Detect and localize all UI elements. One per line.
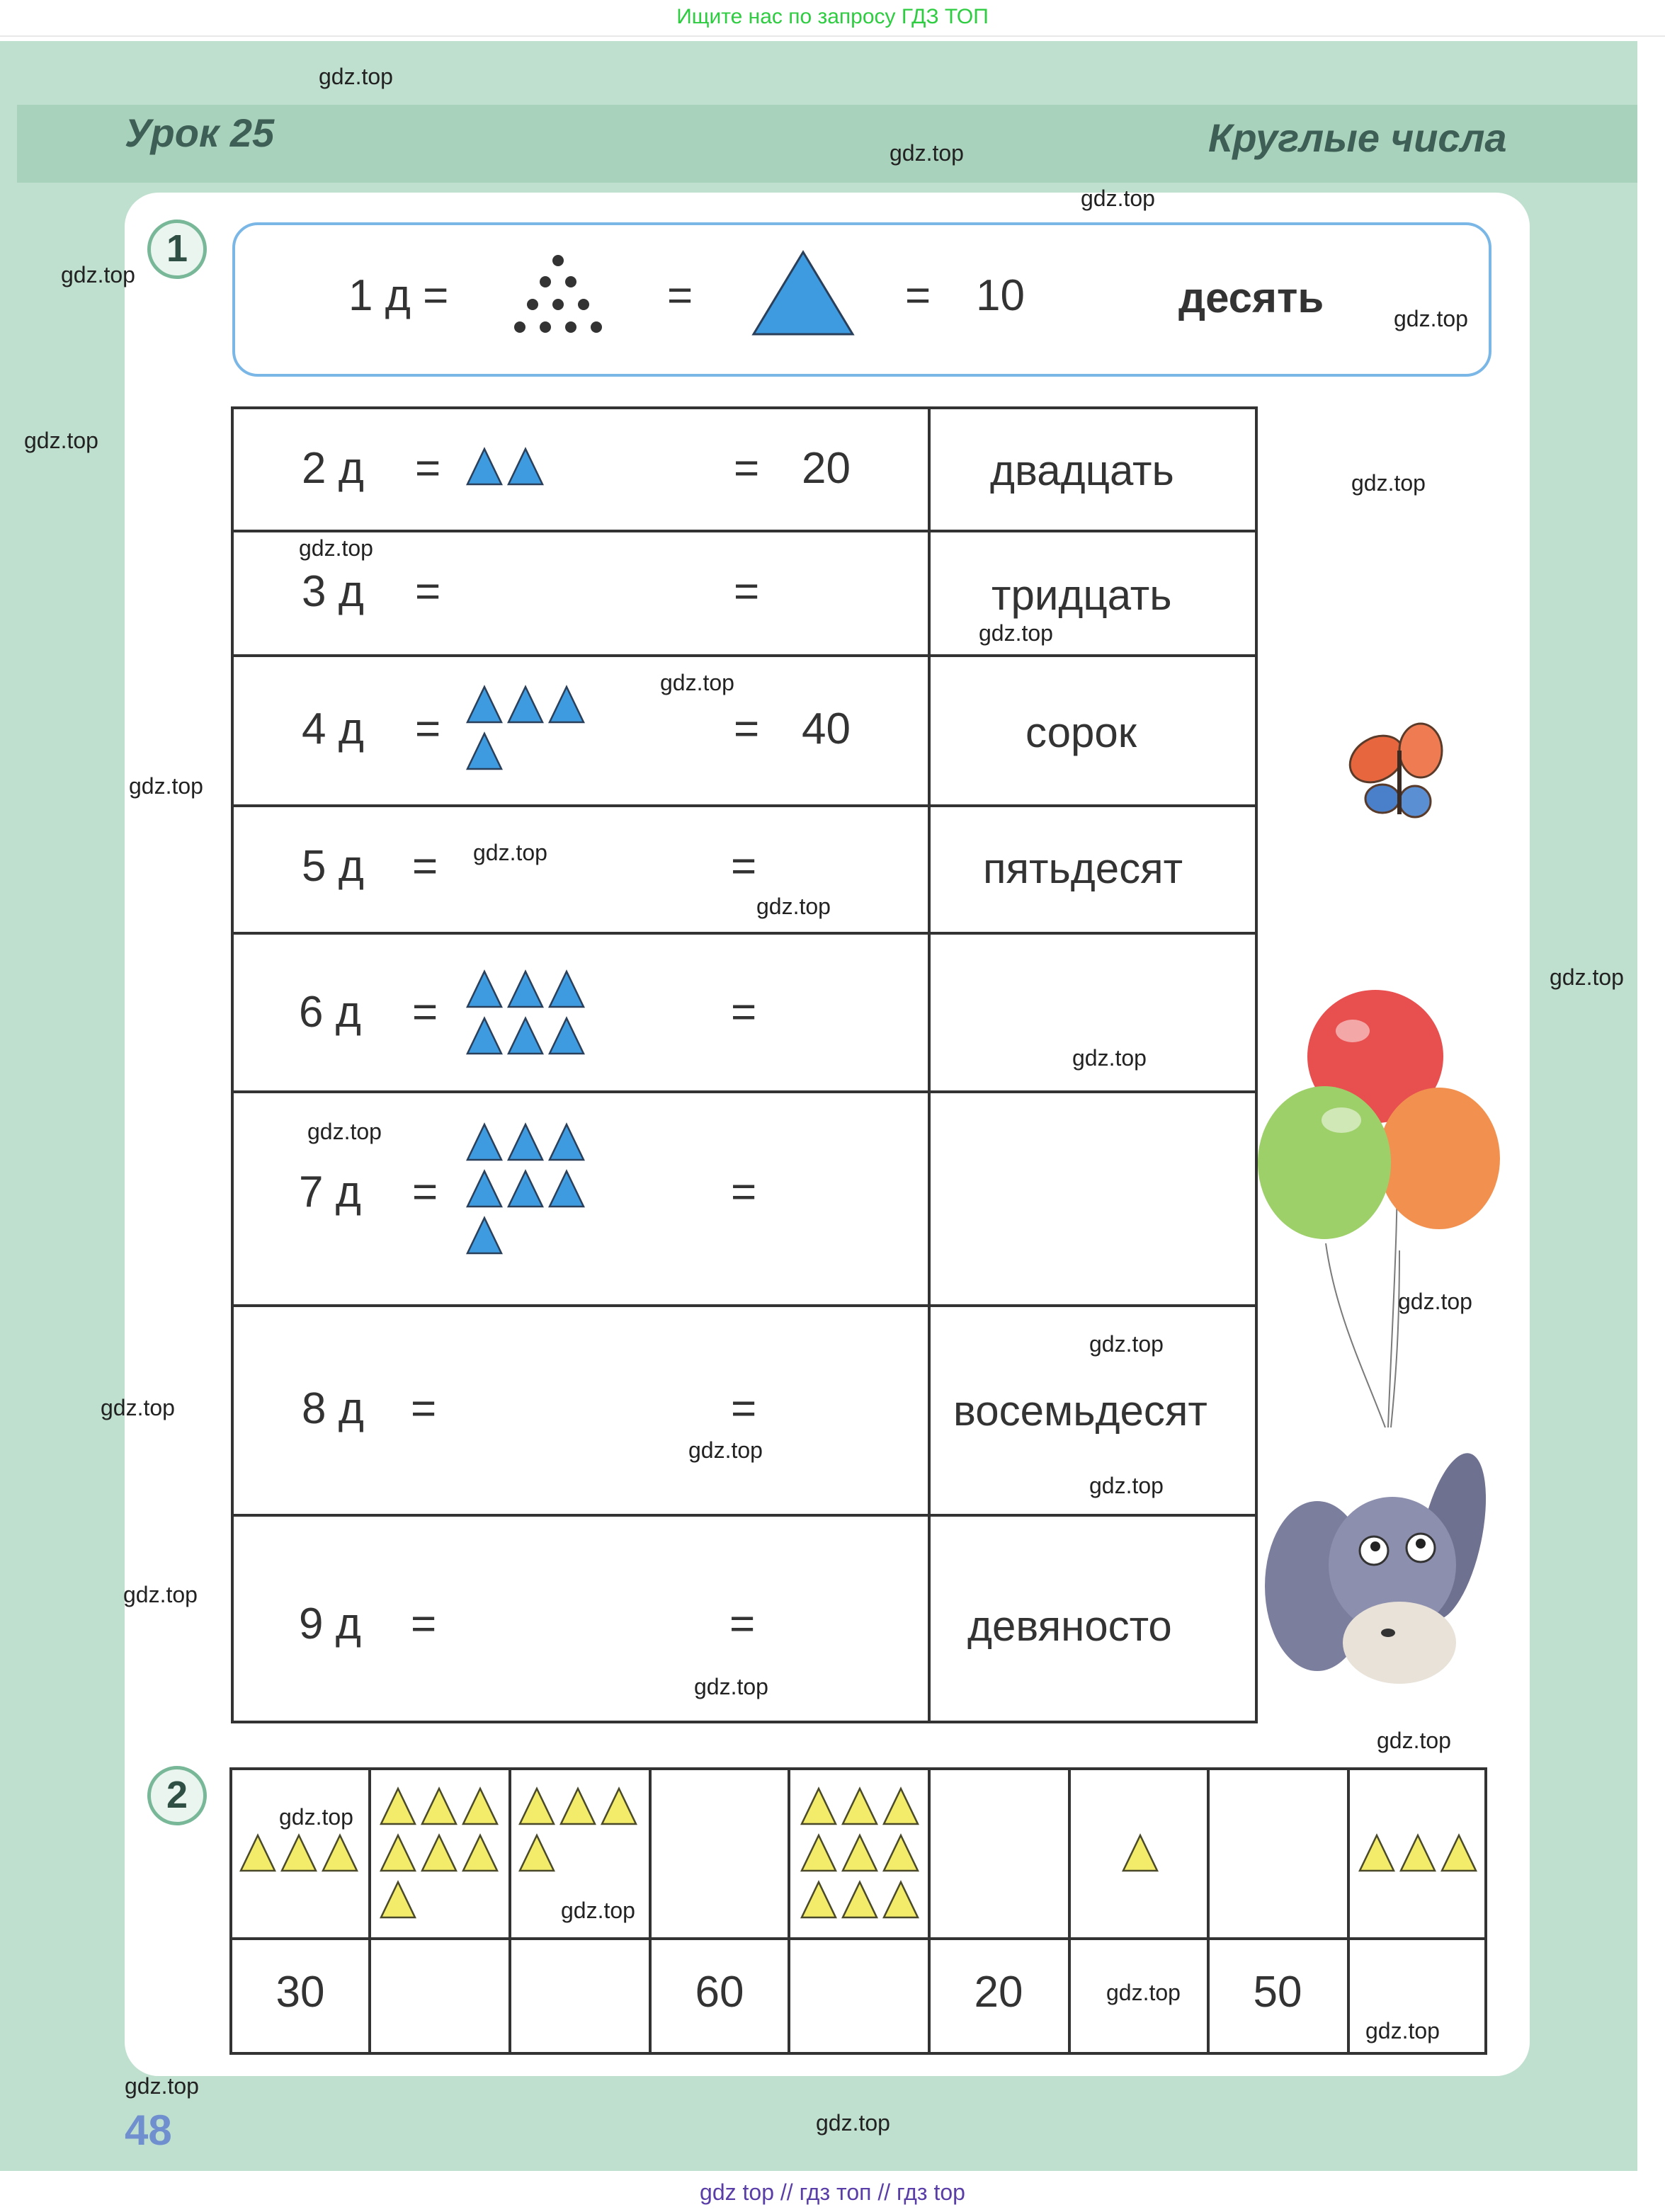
lesson-title: Урок 25 xyxy=(125,110,275,155)
row-8-word: восемьдесят xyxy=(953,1387,1207,1435)
row-4-word: сорок xyxy=(1025,709,1137,756)
watermark: gdz.top xyxy=(561,1898,635,1923)
example-value: 10 xyxy=(976,271,1025,320)
row-7-triangles-icon xyxy=(466,1122,593,1258)
row-9-equals-2: = xyxy=(729,1600,756,1648)
row-4-triangles-icon xyxy=(466,684,593,773)
page-number: 48 xyxy=(125,2106,172,2154)
watermark: gdz.top xyxy=(1394,306,1468,331)
row-6-equals-2: = xyxy=(731,988,757,1037)
watermark: gdz.top xyxy=(1081,186,1155,211)
row-8-equals-2: = xyxy=(731,1384,757,1433)
row-3-left: 3 д xyxy=(302,567,364,616)
ex2-number-6: 20 xyxy=(974,1968,1023,2017)
watermark: gdz.top xyxy=(307,1119,382,1144)
row-9-left: 9 д xyxy=(299,1600,361,1648)
watermark: gdz.top xyxy=(1365,2018,1440,2043)
example-word: десять xyxy=(1178,274,1324,321)
watermark: gdz.top xyxy=(61,262,135,287)
row-8-left: 8 д xyxy=(302,1384,364,1433)
row-7-equals-2: = xyxy=(731,1168,757,1216)
row-3-equals-2: = xyxy=(734,567,760,616)
row-7-left: 7 д xyxy=(299,1168,361,1216)
row-9-equals-1: = xyxy=(411,1600,437,1648)
row-2-word: двадцать xyxy=(990,447,1174,494)
watermark: gdz.top xyxy=(101,1395,175,1420)
watermark: gdz.top xyxy=(816,2110,890,2136)
balloons-icon xyxy=(1258,988,1501,1436)
example-equals-1: = xyxy=(667,271,693,320)
ten-dots-icon xyxy=(504,252,618,340)
exercise-2-number: 2 xyxy=(147,1766,207,1825)
watermark: gdz.top xyxy=(1398,1289,1472,1314)
watermark: gdz.top xyxy=(756,894,831,919)
watermark: gdz.top xyxy=(1377,1728,1451,1753)
row-2-value: 20 xyxy=(802,444,851,493)
watermark: gdz.top xyxy=(24,428,98,453)
ex2-number-8: 50 xyxy=(1253,1968,1302,2017)
row-3-equals-1: = xyxy=(415,567,441,616)
row-8-equals-1: = xyxy=(411,1384,437,1433)
watermark: gdz.top xyxy=(1550,964,1624,990)
watermark: gdz.top xyxy=(1089,1331,1164,1357)
watermark: gdz.top xyxy=(1106,1980,1181,2005)
top-banner[interactable]: Ищите нас по запросу ГДЗ ТОП xyxy=(0,0,1665,37)
watermark: gdz.top xyxy=(299,535,373,561)
butterfly-icon xyxy=(1343,722,1456,828)
ex2-number-1: 30 xyxy=(275,1968,325,2017)
row-9-word: девяносто xyxy=(967,1602,1172,1650)
row-2-equals-2: = xyxy=(734,444,760,493)
row-3-word: тридцать xyxy=(991,571,1172,619)
row-6-left: 6 д xyxy=(299,988,361,1037)
watermark: gdz.top xyxy=(979,620,1053,646)
watermark: gdz.top xyxy=(1351,470,1426,496)
row-5-left: 5 д xyxy=(302,842,364,891)
row-6-equals-1: = xyxy=(412,988,438,1037)
watermark: gdz.top xyxy=(694,1674,768,1699)
row-4-equals-2: = xyxy=(734,705,760,753)
row-5-equals-1: = xyxy=(412,842,438,891)
bottom-banner[interactable]: gdz top // гдз топ // гдз top xyxy=(0,2172,1665,2212)
big-blue-triangle-icon xyxy=(751,249,856,337)
watermark: gdz.top xyxy=(660,670,734,695)
watermark: gdz.top xyxy=(123,1582,198,1607)
row-2-left: 2 д xyxy=(302,444,364,493)
topic-title: Круглые числа xyxy=(1208,115,1507,160)
row-2-equals-1: = xyxy=(415,444,441,493)
row-6-triangles-icon xyxy=(466,969,593,1058)
row-7-equals-1: = xyxy=(412,1168,438,1216)
donkey-icon xyxy=(1254,1430,1501,1721)
watermark: gdz.top xyxy=(129,773,203,799)
exercise-1-number: 1 xyxy=(147,220,207,279)
watermark: gdz.top xyxy=(319,64,393,89)
row-4-value: 40 xyxy=(802,705,851,753)
row-4-left: 4 д xyxy=(302,705,364,753)
row-5-word: пятьдесят xyxy=(983,845,1183,892)
example-left: 1 д = xyxy=(348,271,449,320)
watermark: gdz.top xyxy=(473,840,547,865)
row-4-equals-1: = xyxy=(415,705,441,753)
watermark: gdz.top xyxy=(1072,1045,1147,1071)
watermark: gdz.top xyxy=(125,2073,199,2099)
watermark: gdz.top xyxy=(688,1437,763,1463)
ex2-number-4: 60 xyxy=(695,1968,744,2017)
watermark: gdz.top xyxy=(279,1804,353,1830)
example-equals-2: = xyxy=(905,271,931,320)
row-5-equals-2: = xyxy=(731,842,757,891)
row-2-triangles-icon xyxy=(466,446,551,489)
watermark: gdz.top xyxy=(890,140,964,166)
watermark: gdz.top xyxy=(1089,1473,1164,1498)
